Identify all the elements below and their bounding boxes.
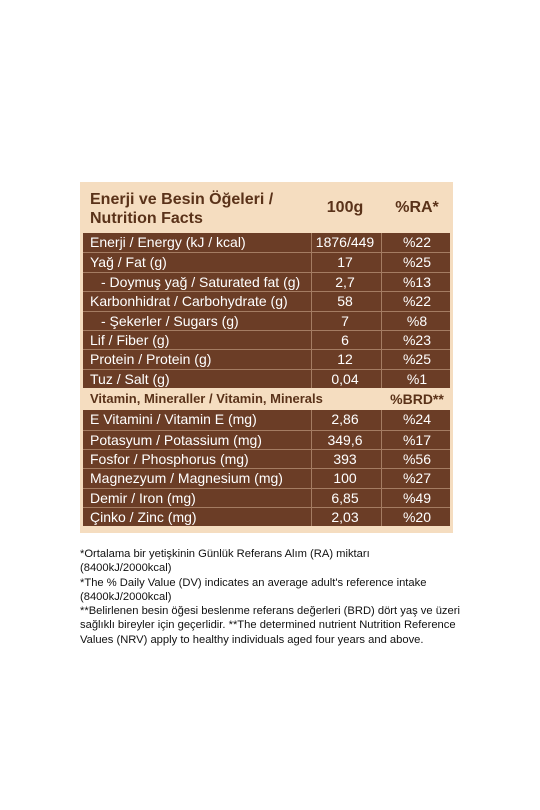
row-percent: %20 [402,509,432,526]
row-value: 393 [333,450,357,467]
row-percent: %13 [402,273,432,290]
table-row [83,311,450,330]
row-label: Fosfor / Phosphorus (mg) [90,450,249,467]
column-divider [381,331,382,349]
column-divider [381,273,382,291]
column-divider [381,350,382,368]
vitamins-header-pct: %BRD** [390,391,444,408]
row-label: Karbonhidrat / Carbohydrate (g) [90,293,288,310]
row-label: Protein / Protein (g) [90,351,212,368]
row-label: - Doymuş yağ / Saturated fat (g) [101,273,301,290]
column-divider [311,431,312,449]
nutrition-table [83,233,450,526]
footnote-1: *Ortalama bir yetişkinin Günlük Referans Alım (RA) miktarı (8400kJ/2000kcal) [80,548,370,575]
column-divider [381,233,382,252]
table-row [83,468,450,487]
table-row [83,507,450,526]
row-label: E Vitamini / Vitamin E (mg) [90,411,257,428]
row-percent: %25 [402,351,432,368]
column-divider [381,410,382,429]
row-percent: %8 [406,312,428,329]
table-row [83,488,450,507]
column-divider [311,410,312,429]
row-label: - Şekerler / Sugars (g) [101,312,239,329]
table-row [83,272,450,291]
column-divider [311,331,312,349]
table-row [83,233,450,252]
row-percent: %1 [406,370,428,387]
vitamins-header [83,388,450,410]
footnote-3: **Belirlenen besin öğesi beslenme referans değerleri (BRD) dört yaş ve üzeri sağlıklı bireyler için geçerlidir. **The determined nutrient Nutrition Reference Values (NRV) apply to healthy individuals aged four years and above. [80,605,460,646]
column-ra: %RA* [395,199,439,216]
table-row [83,330,450,349]
footnote-2: *The % Daily Value (DV) indicates an average adult's reference intake (8400kJ/2000kcal) [80,576,427,603]
table-header [83,185,450,233]
column-100g: 100g [326,199,364,216]
table-row [83,410,450,429]
row-label: Çinko / Zinc (mg) [90,509,197,526]
row-percent: %17 [402,431,432,448]
row-value: 2,86 [331,411,359,428]
row-value: 100 [333,470,357,487]
column-divider [311,489,312,507]
footnotes [80,547,460,647]
row-value: 1876/449 [315,234,375,250]
vitamins-header-label: Vitamin, Mineraller / Vitamin, Minerals [90,391,323,407]
row-value: 2,7 [335,273,355,290]
row-label: Lif / Fiber (g) [90,331,170,348]
column-divider [381,450,382,468]
title-line-1: Enerji ve Besin Öğeleri / [90,191,274,208]
row-value: 0,04 [331,370,359,387]
column-divider [311,312,312,330]
column-divider [381,312,382,330]
row-value: 7 [341,312,349,329]
row-value: 58 [337,293,353,310]
table-row [83,349,450,368]
row-percent: %24 [402,411,432,428]
column-divider [381,292,382,310]
row-percent: %56 [402,450,432,467]
table-row [83,369,450,388]
row-value: 17 [337,254,353,271]
row-label: Magnezyum / Magnesium (mg) [90,470,283,487]
column-divider [311,370,312,388]
column-divider [381,431,382,449]
table-title [90,190,273,228]
column-divider [311,233,312,252]
column-divider [381,469,382,487]
row-value: 6,85 [331,489,359,506]
table-row [83,449,450,468]
title-line-2: Nutrition Facts [90,210,203,227]
column-divider [381,253,382,271]
row-value: 12 [337,351,353,368]
row-percent: %25 [402,254,432,271]
row-value: 349,6 [327,431,363,448]
row-percent: %49 [402,489,432,506]
row-percent: %27 [402,470,432,487]
column-divider [311,253,312,271]
column-divider [311,450,312,468]
table-row [83,291,450,310]
column-divider [381,370,382,388]
row-label: Demir / Iron (mg) [90,489,196,506]
table-row [83,430,450,449]
column-divider [311,508,312,526]
column-divider [311,292,312,310]
row-percent: %22 [402,234,432,250]
column-divider [311,350,312,368]
column-divider [311,273,312,291]
row-label: Enerji / Energy (kJ / kcal) [90,234,246,250]
column-divider [381,489,382,507]
row-label: Tuz / Salt (g) [90,370,170,387]
row-percent: %22 [402,293,432,310]
row-label: Potasyum / Potassium (mg) [90,431,262,448]
column-divider [311,469,312,487]
row-value: 2,03 [331,509,359,526]
table-row [83,252,450,271]
column-divider [381,508,382,526]
row-value: 6 [341,331,349,348]
row-label: Yağ / Fat (g) [90,254,167,271]
row-percent: %23 [402,331,432,348]
